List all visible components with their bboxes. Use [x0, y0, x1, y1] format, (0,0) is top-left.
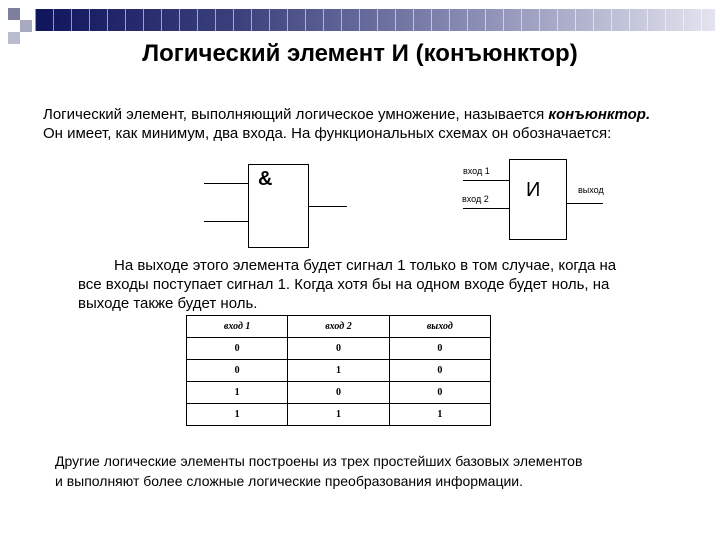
table-cell: 1: [288, 404, 389, 426]
gate1-output-line: [309, 206, 347, 207]
table-cell: 1: [389, 404, 490, 426]
and-gate-symbol: И: [526, 179, 541, 201]
and-gate-symbol: &: [258, 168, 273, 190]
table-cell: 0: [187, 338, 288, 360]
output-description-line-2: все входы поступает сигнал 1. Когда хотя бы на одном входе будет ноль, на: [78, 276, 610, 293]
gate1-input-line: [204, 221, 248, 222]
decor-square: [8, 8, 20, 20]
intro-term: конъюнктор.: [548, 106, 651, 123]
table-cell: 0: [389, 360, 490, 382]
gate2-output-label: выход: [578, 185, 604, 195]
output-description-line-1: На выходе этого элемента будет сигнал 1 только в том случае, когда на: [114, 257, 617, 274]
truth-table: [186, 315, 491, 426]
column-header-input2: вход 2: [288, 316, 389, 338]
page-title: Логический элемент И (конъюнктор): [142, 40, 578, 67]
gate2-input1-label: вход 1: [463, 166, 490, 176]
table-cell: 1: [288, 360, 389, 382]
output-description-line-3: выходе также будет ноль.: [78, 295, 258, 312]
intro-text: Логический элемент, выполняющий логическое умножение, называется: [43, 106, 549, 123]
table-cell: 1: [187, 404, 288, 426]
intro-line-1: [43, 105, 650, 124]
gate2-input2-label: вход 2: [462, 194, 489, 204]
table-cell: 0: [187, 360, 288, 382]
table-cell: 0: [389, 338, 490, 360]
truth-table-header-row: [187, 316, 491, 338]
table-cell: 0: [288, 382, 389, 404]
table-cell: 1: [187, 382, 288, 404]
gate2-input-line: [463, 208, 509, 209]
table-cell: 0: [288, 338, 389, 360]
gate2-input-line: [463, 180, 509, 181]
decor-square: [20, 20, 32, 32]
table-row: [187, 404, 491, 426]
table-cell: 0: [389, 382, 490, 404]
table-row: [187, 382, 491, 404]
gate1-input-line: [204, 183, 248, 184]
other-elements-line-1: Другие логические элементы построены из трех простейших базовых элементов: [55, 453, 583, 469]
table-row: [187, 360, 491, 382]
header-gradient-band: [35, 9, 715, 31]
gate2-output-line: [567, 203, 603, 204]
column-header-input1: вход 1: [187, 316, 288, 338]
intro-line-2: Он имеет, как минимум, два входа. На функциональных схемах он обозначается:: [43, 125, 612, 142]
other-elements-line-2: и выполняют более сложные логические преобразования информации.: [55, 473, 524, 489]
table-row: [187, 338, 491, 360]
column-header-output: выход: [389, 316, 490, 338]
